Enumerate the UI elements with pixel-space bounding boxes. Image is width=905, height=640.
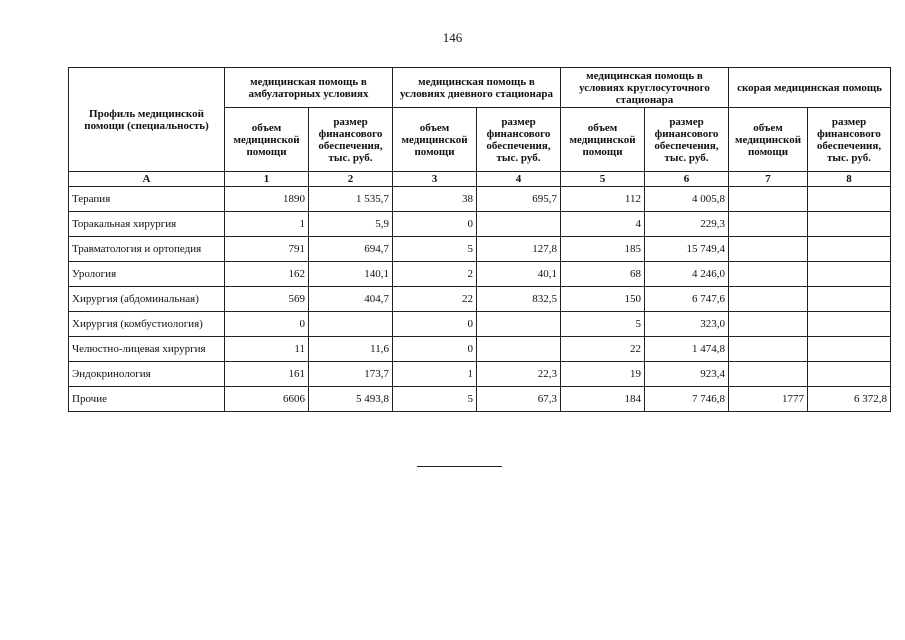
row-value [729,187,808,212]
row-value [808,262,891,287]
row-value: 5 [393,387,477,412]
row-value: 184 [561,387,645,412]
row-value: 0 [393,337,477,362]
row-value [808,312,891,337]
row-value: 22 [561,337,645,362]
row-value: 5,9 [309,212,393,237]
end-rule [417,466,502,467]
subheader-volume: объем медицинской помощи [729,108,808,172]
row-value [729,237,808,262]
row-value: 694,7 [309,237,393,262]
row-value [477,337,561,362]
row-value: 1890 [225,187,309,212]
row-value: 173,7 [309,362,393,387]
column-number: 7 [729,172,808,187]
row-value: 11,6 [309,337,393,362]
column-number: 2 [309,172,393,187]
row-value [477,212,561,237]
row-value: 68 [561,262,645,287]
row-value [808,187,891,212]
row-value: 150 [561,287,645,312]
row-value: 229,3 [645,212,729,237]
column-number: 4 [477,172,561,187]
subheader-funding: размер финансового обеспечения, тыс. руб. [808,108,891,172]
row-value: 112 [561,187,645,212]
row-value: 569 [225,287,309,312]
row-value: 0 [393,312,477,337]
table-row [69,212,891,237]
row-value [729,312,808,337]
row-value [808,287,891,312]
subheader-funding: размер финансового обеспечения, тыс. руб. [645,108,729,172]
row-value: 6 747,6 [645,287,729,312]
row-profile-name: Прочие [69,387,225,412]
page-number: 146 [442,30,463,45]
table-row [69,362,891,387]
subheader-funding: размер финансового обеспечения, тыс. руб. [477,108,561,172]
row-profile-name: Урология [69,262,225,287]
row-value [729,287,808,312]
group-header-outpatient: медицинская помощь в амбулаторных условиях [225,68,393,108]
subheader-volume: объем медицинской помощи [561,108,645,172]
row-value: 695,7 [477,187,561,212]
row-value [808,212,891,237]
column-number: 8 [808,172,891,187]
subheader-volume: объем медицинской помощи [393,108,477,172]
row-value: 15 749,4 [645,237,729,262]
group-header-emergency: скорая медицинская помощь [729,68,891,108]
row-profile-name: Хирургия (комбустиология) [69,312,225,337]
row-value [808,362,891,387]
row-value: 22 [393,287,477,312]
column-number: 1 [225,172,309,187]
column-number: А [69,172,225,187]
table-row [69,337,891,362]
row-value: 323,0 [645,312,729,337]
row-value [729,362,808,387]
row-value [729,212,808,237]
row-value: 4 246,0 [645,262,729,287]
group-header-24h-hospital: медицинская помощь в условиях круглосуточного стационара [561,68,729,108]
row-profile-name: Терапия [69,187,225,212]
row-value: 1777 [729,387,808,412]
row-value: 0 [225,312,309,337]
row-value: 0 [393,212,477,237]
row-value [808,237,891,262]
row-value: 6 372,8 [808,387,891,412]
row-value: 4 [561,212,645,237]
row-profile-name: Эндокринология [69,362,225,387]
row-value: 140,1 [309,262,393,287]
column-number: 3 [393,172,477,187]
row-value [729,337,808,362]
row-value: 6606 [225,387,309,412]
row-value: 7 746,8 [645,387,729,412]
row-value: 791 [225,237,309,262]
row-value: 5 493,8 [309,387,393,412]
row-value: 832,5 [477,287,561,312]
row-value: 40,1 [477,262,561,287]
table-row [69,262,891,287]
row-value: 67,3 [477,387,561,412]
row-value: 161 [225,362,309,387]
group-header-day-hospital: медицинская помощь в условиях дневного стационара [393,68,561,108]
table-row [69,237,891,262]
row-value: 185 [561,237,645,262]
row-value: 923,4 [645,362,729,387]
row-value: 127,8 [477,237,561,262]
row-value: 5 [561,312,645,337]
column-number: 6 [645,172,729,187]
row-value: 2 [393,262,477,287]
row-value: 38 [393,187,477,212]
row-profile-name: Травматология и ортопедия [69,237,225,262]
subheader-volume: объем медицинской помощи [225,108,309,172]
row-value: 5 [393,237,477,262]
row-value: 1 [393,362,477,387]
column-number: 5 [561,172,645,187]
row-value: 1 474,8 [645,337,729,362]
row-profile-name: Торакальная хирургия [69,212,225,237]
row-value: 162 [225,262,309,287]
row-value: 22,3 [477,362,561,387]
row-value: 1 535,7 [309,187,393,212]
row-value: 1 [225,212,309,237]
row-value [729,262,808,287]
profile-header: Профиль медицинской помощи (специальность) [69,68,225,172]
medical-care-table [68,67,891,412]
row-value: 11 [225,337,309,362]
row-value: 4 005,8 [645,187,729,212]
table-row [69,187,891,212]
row-value: 19 [561,362,645,387]
row-value: 404,7 [309,287,393,312]
row-value [477,312,561,337]
row-value [808,337,891,362]
row-value [309,312,393,337]
row-profile-name: Хирургия (абдоминальная) [69,287,225,312]
subheader-funding: размер финансового обеспечения, тыс. руб. [309,108,393,172]
table-row [69,287,891,312]
table-row [69,387,891,412]
row-profile-name: Челюстно-лицевая хирургия [69,337,225,362]
table-row [69,312,891,337]
